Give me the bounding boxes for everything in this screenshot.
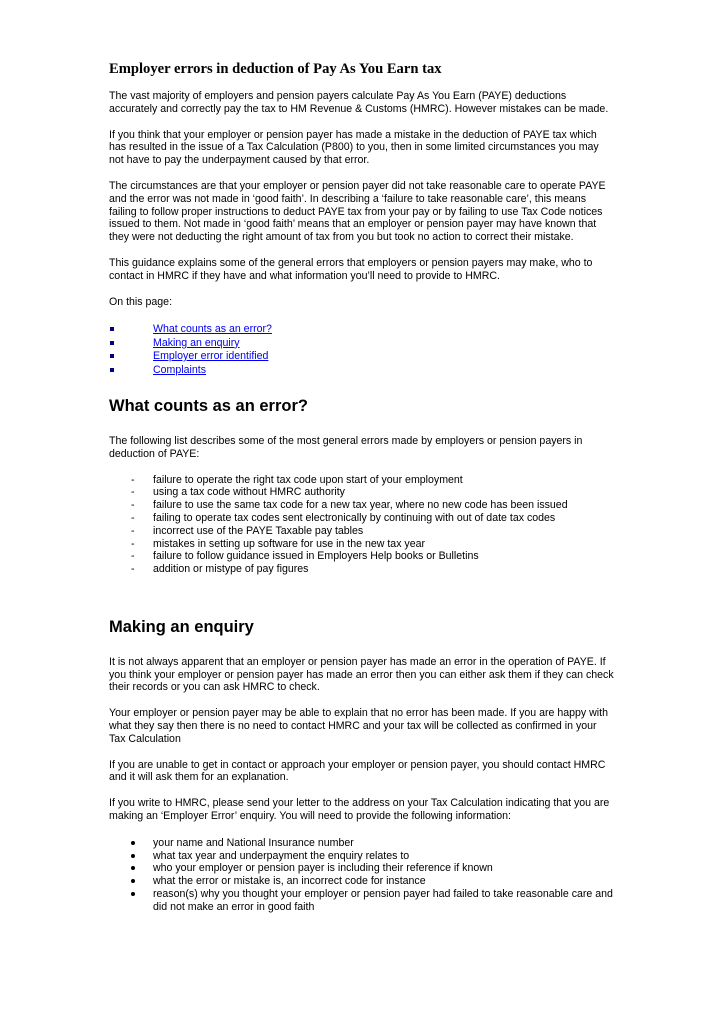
section-paragraph: It is not always apparent that an employer or pension payer has made an error in the operation of PAYE. If you think your employer or pension payer has made an error then you can either ask them if they can check their records or you can ask HMRC to check. [109,655,614,694]
square-bullet-icon [110,327,114,331]
section-heading-what-counts: What counts as an error? [109,396,308,415]
list-item: - failure to operate the right tax code upon start of your employment [131,473,463,486]
document-page [109,60,614,914]
list-item: - failing to operate tax codes sent electronically by continuing with out of date tax codes [131,511,556,524]
intro-paragraph: The circumstances are that your employer or pension payer did not take reasonable care to operate PAYE and the error was not made in ‘good faith’. In describing a ‘failure to take reasonable care’, this means failing to follow proper instructions to deduct PAYE tax from your pay or by failing to use Tax Code notices issued to them. Not made in ‘good faith’ means that an employer or pension payer may have known that they were not deducting the right amount of tax from you but took no action to correct their mistake. [109,179,606,244]
table-of-contents [109,323,614,377]
round-bullet-icon [131,866,135,870]
toc-item [109,350,614,363]
list-item: who your employer or pension payer is including their reference if known [109,862,614,875]
dash-bullet-icon: - [131,537,135,550]
list-item: what tax year and underpayment the enquiry relates to [109,850,614,863]
list-item: your name and National Insurance number [109,837,614,850]
list-item: - failure to follow guidance issued in Employers Help books or Bulletins [131,550,479,563]
section-paragraph: If you are unable to get in contact or approach your employer or pension payer, you should contact HMRC and it will ask them for an explanation. [109,758,606,784]
square-bullet-icon [110,354,114,358]
toc-link-employer-error[interactable]: Employer error identified [153,350,269,363]
section-intro: The following list describes some of the most general errors made by employers or pension payers in deduction of PAYE: [109,434,583,460]
toc-link-what-counts[interactable]: What counts as an error? [153,323,272,336]
round-bullet-icon [131,841,135,845]
intro-paragraph: If you think that your employer or pension payer has made a mistake in the deduction of PAYE tax which has resulted in the issue of a Tax Calculation (P800) to you, then in some limited circumstances you may not have to pay the underpayment caused by that error. [109,128,599,167]
on-this-page-label: On this page: [109,295,173,308]
square-bullet-icon [110,368,114,372]
list-item: - mistakes in setting up software for use in the new tax year [131,537,426,550]
section-paragraph: Your employer or pension payer may be able to explain that no error has been made. If you are happy with what they say then there is no need to contact HMRC and your tax will be collected as confirmed in your Tax Calculation [109,707,608,745]
list-item: - failure to use the same tax code for a new tax year, where no new code has been issued [131,499,568,512]
dash-bullet-icon: - [131,486,135,499]
information-list [109,837,614,914]
toc-item [109,364,614,377]
list-item: reason(s) why you thought your employer or pension payer had failed to take reasonable care and did not make an error in good faith [109,888,614,914]
toc-link-complaints[interactable]: Complaints [153,363,206,376]
dash-bullet-icon: - [131,473,135,486]
round-bullet-icon [131,892,135,896]
section-paragraph: If you write to HMRC, please send your letter to the address on your Tax Calculation indicating that you are making an ‘Employer Error’ enquiry. You will need to provide the following information: [109,797,610,823]
intro-paragraph: The vast majority of employers and pension payers calculate Pay As You Earn (PAYE) deductions accurately and correctly pay the tax to HM Revenue & Customs (HMRC). However mistakes can be made. [109,90,609,115]
dash-bullet-icon: - [131,524,135,537]
list-item: what the error or mistake is, an incorrect code for instance [109,875,614,888]
list-item: - incorrect use of the PAYE Taxable pay tables [131,524,364,537]
square-bullet-icon [110,341,114,345]
dash-bullet-icon: - [131,511,135,524]
toc-link-making-enquiry[interactable]: Making an enquiry [153,336,240,349]
round-bullet-icon [131,879,135,883]
intro-paragraph: This guidance explains some of the general errors that employers or pension payers may make, who to contact in HMRC if they have and what information you’ll need to provide to HMRC. [109,256,593,282]
toc-item [109,323,614,336]
dash-bullet-icon: - [131,563,135,576]
round-bullet-icon [131,854,135,858]
section-heading-making-enquiry: Making an enquiry [109,617,254,636]
error-list [109,474,614,576]
list-item: - addition or mistype of pay figures [131,563,309,576]
document-title: Employer errors in deduction of Pay As You Earn tax [109,61,442,77]
list-item: - using a tax code without HMRC authority [131,486,345,499]
dash-bullet-icon: - [131,550,135,563]
dash-bullet-icon: - [131,499,135,512]
toc-item [109,337,614,350]
